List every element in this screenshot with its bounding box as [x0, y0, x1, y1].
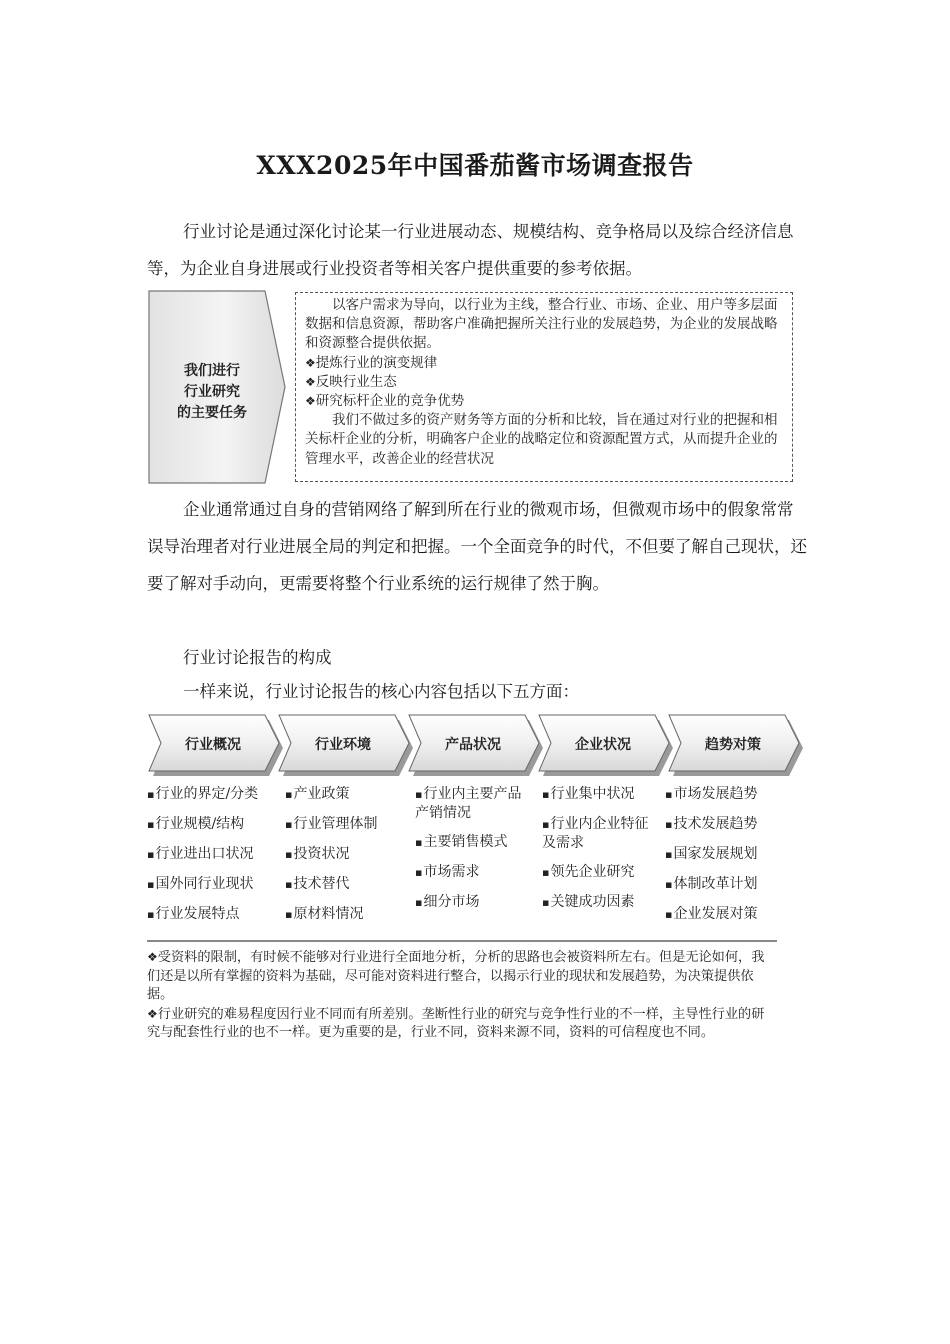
figure-notes	[147, 948, 777, 1043]
list-item: ▪ 市场需求	[415, 863, 527, 882]
column-environment	[285, 785, 409, 924]
task-description-box	[295, 292, 793, 482]
list-item: ▪ 行业内主要产品产销情况	[415, 785, 527, 822]
column-header: 行业概况	[185, 737, 241, 753]
task-label-line: 的主要任务	[177, 405, 247, 421]
intro-paragraph: 行业讨论是通过深化讨论某一行业进展动态、规模结构、竞争格局以及综合经济信息等，为企业自身进展或行业投资者等相关客户提供重要的参考依据。	[147, 222, 794, 278]
list-item: ▪ 行业集中状况	[542, 785, 654, 804]
task-bullet: ❖ 反映行业生态	[305, 373, 783, 392]
market-paragraph: 企业通常通过自身的营销网络了解到所在行业的微观市场，但微观市场中的假象常常误导治理者对行业进展全局的判定和把握。一个全面竞争的时代，不但要了解自己现状，还要了解对手动向，更需要将整个行业系统的运行规律了然于胸。	[147, 500, 807, 593]
list-item: ▪ 市场发展趋势	[665, 785, 795, 804]
list-item: ▪ 产业政策	[285, 785, 409, 804]
task-lead-text: 以客户需求为导向，以行业为主线，整合行业、市场、企业、用户等多层面数据和信息资源，帮助客户准确把握所关注行业的发展趋势，为企业的发展战略和资源整合提供依据。	[305, 297, 778, 352]
list-item: ▪ 行业的界定/分类	[147, 785, 285, 804]
list-item: ▪ 国外同行业现状	[147, 875, 285, 894]
list-item: ▪ 行业发展特点	[147, 905, 285, 924]
column-header: 趋势对策	[705, 737, 761, 753]
column-header: 行业环境	[315, 737, 371, 753]
list-item: ▪ 技术发展趋势	[665, 815, 795, 834]
list-item: ▪ 细分市场	[415, 893, 527, 912]
list-item: ▪ 行业管理体制	[285, 815, 409, 834]
column-trends	[665, 785, 795, 924]
column-product	[415, 785, 527, 912]
list-item: ▪ 行业规模/结构	[147, 815, 285, 834]
column-header: 产品状况	[445, 737, 501, 753]
list-item: ▪ 投资状况	[285, 845, 409, 864]
task-closing-text: 我们不做过多的资产财务等方面的分析和比较，旨在通过对行业的把握和相关标杆企业的分析，明确客户企业的战略定位和资源配置方式，从而提升企业的管理水平，改善企业的经营状况	[305, 412, 778, 467]
task-arrow-label	[153, 361, 271, 424]
structure-heading: 行业讨论报告的构成	[183, 648, 332, 667]
list-item: ▪ 行业内企业特征及需求	[542, 815, 654, 852]
document-title: XXX2025年中国番茄酱市场调查报告	[256, 151, 694, 180]
list-item: ▪ 技术替代	[285, 875, 409, 894]
note-paragraph: ❖ 行业研究的难易程度因行业不同而有所差别。垄断性行业的研究与竞争性行业的不一样，主导性行业的研究与配套性行业的也不一样。更为重要的是，行业不同，资料来源不同，资料的可信程度也不同。	[147, 1005, 777, 1043]
task-bullet: ❖ 研究标杆企业的竞争优势	[305, 392, 783, 411]
list-item: ▪ 关键成功因素	[542, 893, 654, 912]
list-item: ▪ 行业进出口状况	[147, 845, 285, 864]
column-enterprise	[542, 785, 654, 912]
task-bullet: ❖ 提炼行业的演变规律	[305, 354, 783, 373]
list-item: ▪ 体制改革计划	[665, 875, 795, 894]
list-item: ▪ 主要销售模式	[415, 833, 527, 852]
list-item: ▪ 国家发展规划	[665, 845, 795, 864]
figure-divider	[147, 940, 777, 942]
column-overview	[147, 785, 285, 924]
task-label-line: 行业研究	[184, 384, 240, 400]
column-header: 企业状况	[575, 737, 631, 753]
list-item: ▪ 企业发展对策	[665, 905, 795, 924]
task-label-line: 我们进行	[184, 363, 240, 379]
structure-intro: 一样来说，行业讨论报告的核心内容包括以下五方面：	[183, 682, 579, 701]
note-paragraph: ❖ 受资料的限制，有时候不能够对行业进行全面地分析，分析的思路也会被资料所左右。但是无论如何，我们还是以所有掌握的资料为基础，尽可能对资料进行整合，以揭示行业的现状和发展趋势，为决策提供依据。	[147, 948, 777, 1005]
list-item: ▪ 领先企业研究	[542, 863, 654, 882]
research-task-figure	[147, 289, 797, 485]
report-structure-figure	[147, 712, 807, 1082]
list-item: ▪ 原材料情况	[285, 905, 409, 924]
